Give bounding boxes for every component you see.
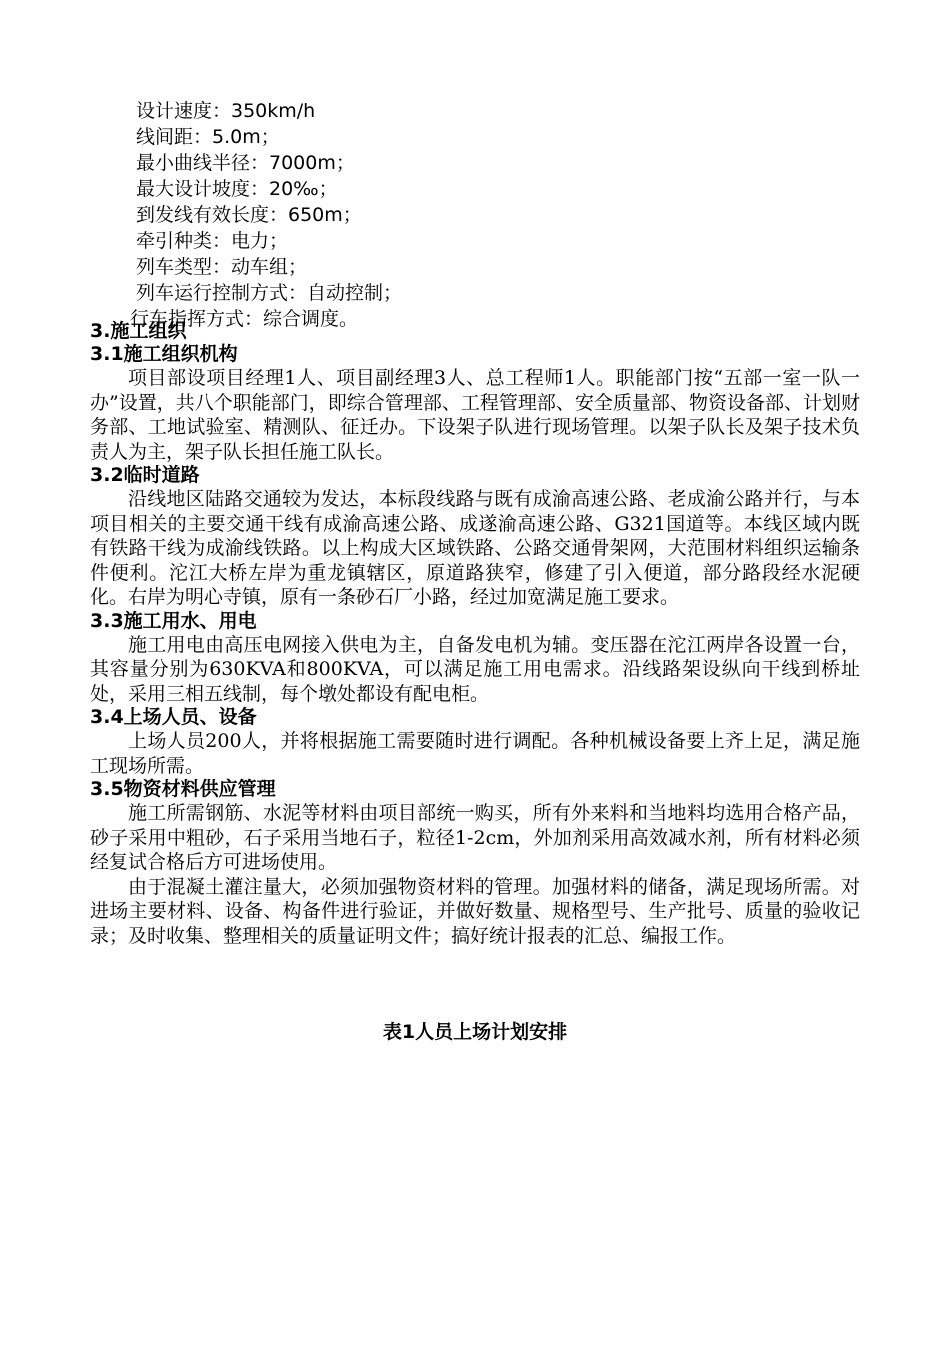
section-3-2-paragraph: 沿线地区陆路交通较为发达，本标段线路与既有成渝高速公路、老成渝公路并行，与本项目相关的主要交通干线有成渝高速公路、成遂渝高速公路、G321国道等。本线区域内既有铁路干线为成渝线铁路。以上构成大区域铁路、公路交通骨架网，大范围材料组织运输条件便利。沱江大桥左岸为重龙镇辖区，原道路狭窄，修建了引入便道，部分路段经水泥硬化。右岸为明心寺镇，原有一条砂石厂小路，经过加宽满足施工要求。 bbox=[90, 488, 860, 608]
section-3-5-paragraph-2: 由于混凝土灌注量大，必须加强物资材料的管理。加强材料的储备，满足现场所需。对进场主要材料、设备、构备件进行验证，并做好数量、规格型号、生产批号、质量的验收记录；及时收集、整理相关的质量证明文件；搞好统计报表的汇总、编报工作。 bbox=[90, 875, 860, 947]
spec-train-control: 列车运行控制方式：自动控制； bbox=[136, 282, 403, 304]
section-3-3-heading: 3.3施工用水、用电 bbox=[90, 609, 257, 632]
section-3-2-heading: 3.2临时道路 bbox=[90, 464, 200, 486]
spec-design-speed: 设计速度：350km/h bbox=[136, 100, 316, 122]
spec-dispatch-mode: 行车指挥方式：综合调度。 bbox=[130, 308, 359, 330]
design-spec-list bbox=[130, 98, 403, 332]
spec-siding-length: 到发线有效长度：650m； bbox=[136, 204, 362, 226]
section-3-heading: 3.施工组织 bbox=[90, 320, 187, 342]
spec-max-gradient: 最大设计坡度：20‰； bbox=[136, 178, 338, 200]
spec-train-type: 列车类型：动车组； bbox=[136, 256, 308, 278]
spec-min-curve-radius: 最小曲线半径：7000m； bbox=[136, 152, 355, 174]
section-3-3-paragraph: 施工用电由高压电网接入供电为主，自备发电机为辅。变压器在沱江两岸各设置一台，其容量分别为630KVA和800KVA，可以满足施工用电需求。沿线路架设纵向干线到桥址处，采用三相五线制，每个墩处都设有配电柜。 bbox=[90, 633, 860, 705]
spec-track-spacing: 线间距：5.0m； bbox=[136, 126, 280, 148]
table-caption: 表1人员上场计划安排 bbox=[382, 1021, 568, 1043]
spec-traction-type: 牵引种类：电力； bbox=[136, 230, 289, 252]
section-3-5-heading: 3.5物资材料供应管理 bbox=[90, 778, 276, 800]
section-3-4-paragraph: 上场人员200人，并将根据施工需要随时进行调配。各种机械设备要上齐上足，满足施工现场所需。 bbox=[90, 730, 860, 777]
section-3-1-heading: 3.1施工组织机构 bbox=[90, 343, 238, 365]
section-3-5-paragraph-1: 施工所需钢筋、水泥等材料由项目部统一购买，所有外来料和当地料均选用合格产品，砂子采用中粗砂，石子采用当地石子，粒径1-2cm，外加剂采用高效减水剂，所有材料必须经复试合格后方可进场使用。 bbox=[90, 802, 860, 873]
section-3-1-paragraph: 项目部设项目经理1人、项目副经理3人、总工程师1人。职能部门按“五部一室一队一办”设置，共八个职能部门，即综合管理部、工程管理部、安全质量部、物资设备部、计划财务部、工地试验室、精测队、征迁办。下设架子队进行现场管理。以架子队长及架子技术负责人为主，架子队长担任施工队长。 bbox=[90, 367, 860, 463]
document-body bbox=[90, 320, 860, 948]
section-3-4-heading: 3.4上场人员、设备 bbox=[90, 706, 257, 728]
